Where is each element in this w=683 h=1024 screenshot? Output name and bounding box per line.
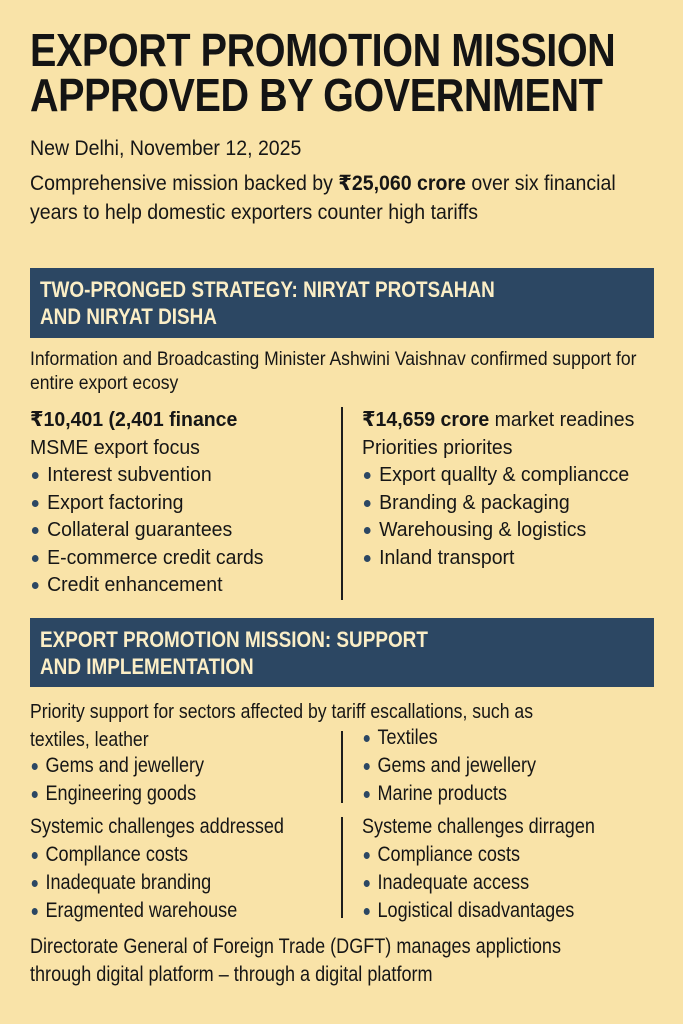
column-divider <box>341 817 343 918</box>
list-item: Branding & packaging <box>362 489 634 517</box>
bullet-icon <box>364 791 370 798</box>
challenges-left-list <box>30 813 325 925</box>
strategy-intro: Information and Broadcasting Minister Ashwini Vaishnav confirmed support for entire export ecosy <box>30 348 637 394</box>
lede-before: Comprehensive mission backed by <box>30 172 339 195</box>
niryat-protsahan-column <box>30 406 276 599</box>
list-item: Warehousing & logistics <box>362 516 634 544</box>
banner-line-1: TWO-PRONGED STRATEGY: NIRYAT PROTSAHAN <box>40 277 495 302</box>
finance-amount: ₹10,401 (2,401 finance <box>30 408 238 431</box>
column-divider <box>341 407 343 600</box>
bullet-icon <box>32 791 38 798</box>
list-item: E-commerce credit cards <box>30 544 264 572</box>
bullet-icon <box>32 527 39 534</box>
banner-line-1: EXPORT PROMOTION MISSION: SUPPORT <box>40 627 428 652</box>
bullet-icon <box>32 763 38 770</box>
column-subhead: MSME export focus <box>30 435 200 459</box>
list-item: Textiles <box>362 724 536 752</box>
lede-after: over six financial years to help domestic exporters counter high tariffs <box>30 172 616 224</box>
list-item: Interest subvention <box>30 461 264 489</box>
list-item: Gems and jewellery <box>362 752 536 780</box>
bullet-icon <box>364 852 370 859</box>
list-item: Inadequate branding <box>30 869 284 897</box>
list-item: Inadequate access <box>362 869 595 897</box>
challenges-right-list <box>362 813 633 925</box>
lede-paragraph <box>30 170 662 227</box>
column-subhead: Systemic challenges addressed <box>30 815 284 838</box>
bullet-icon <box>32 908 38 915</box>
bullet-icon <box>364 555 371 562</box>
list-item: Gems and jewellery <box>30 752 204 780</box>
bullet-icon <box>364 880 370 887</box>
bullet-icon <box>364 472 371 479</box>
bullet-icon <box>364 527 371 534</box>
bullet-icon <box>32 582 39 589</box>
page-title <box>30 24 666 121</box>
bullet-icon <box>364 500 371 507</box>
sectors-intro: Priority support for sectors affected by tariff escallations, such as textiles, leather <box>30 700 534 751</box>
bullet-icon <box>364 908 370 915</box>
column-divider <box>341 731 343 803</box>
list-item: Logistical disadvantages <box>362 897 595 925</box>
bullet-icon <box>32 852 38 859</box>
list-item: Compliance costs <box>362 841 595 869</box>
bullet-icon <box>364 763 370 770</box>
list-item: Eragmented warehouse <box>30 897 284 925</box>
list-item: Marine products <box>362 780 536 808</box>
list-item: Credit enhancement <box>30 571 264 599</box>
lede-amount: ₹25,060 crore <box>338 172 466 195</box>
banner-line-2: AND NIRYAT DISHA <box>40 304 217 329</box>
list-item: Collateral guarantees <box>30 516 264 544</box>
sectors-left-list <box>30 752 232 808</box>
dateline: New Delhi, November 12, 2025 <box>30 137 302 160</box>
list-item: Engineering goods <box>30 780 204 808</box>
list-item: Compllance costs <box>30 841 284 869</box>
list-item: Export factoring <box>30 489 264 517</box>
bullet-icon <box>364 735 370 742</box>
sectors-right-list <box>362 724 564 808</box>
bullet-icon <box>32 472 39 479</box>
bullet-icon <box>32 500 39 507</box>
title-line-1: EXPORT PROMOTION MISSION <box>30 24 616 76</box>
column-subhead: Systeme challenges dirragen <box>362 815 595 838</box>
market-readiness-amount: ₹14,659 crore market readines <box>362 408 635 431</box>
bullet-icon <box>32 880 38 887</box>
niryat-disha-column <box>362 406 649 571</box>
list-item: Export quallty & compliancce <box>362 461 634 489</box>
list-item: Inland transport <box>362 544 634 572</box>
title-line-2: APPROVED BY GOVERNMENT <box>30 69 603 121</box>
bullet-icon <box>32 555 39 562</box>
section-banner-implementation <box>30 618 654 687</box>
column-subhead: Priorities priorites <box>362 435 513 459</box>
section-banner-strategy <box>30 268 654 338</box>
closing-paragraph: Directorate General of Foreign Trade (DGFT) manages applictions through digital platform – through a digital platform <box>30 935 561 986</box>
banner-line-2: AND IMPLEMENTATION <box>40 654 254 679</box>
